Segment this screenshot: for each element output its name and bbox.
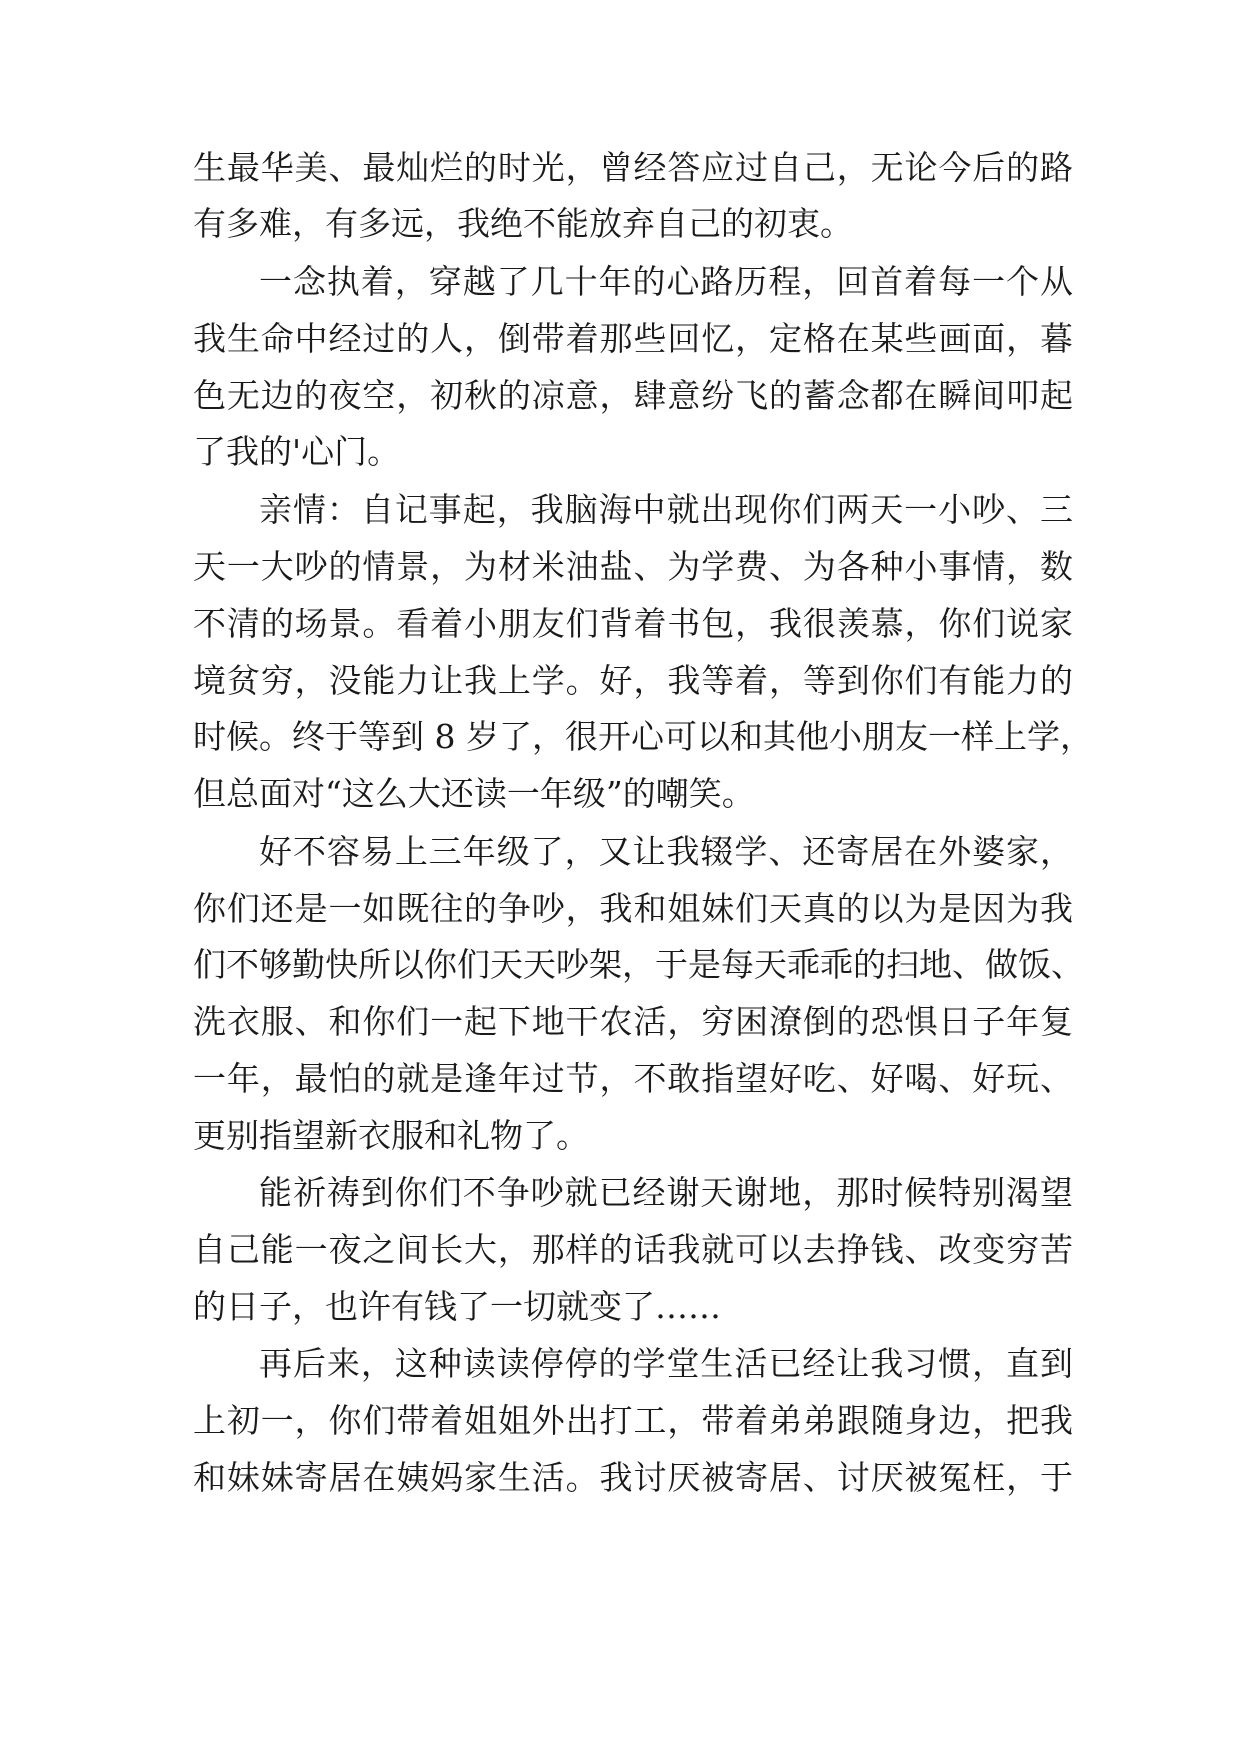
text-line: 自己能一夜之间长大，那样的话我就可以去挣钱、改变穷苦 — [193, 1230, 1073, 1269]
text-line: 上初一，你们带着姐姐外出打工，带着弟弟跟随身边，把我 — [193, 1401, 1073, 1440]
text-line: 色无边的夜空，初秋的凉意，肆意纷飞的蓄念都在瞬间叩起 — [193, 376, 1073, 415]
text-line: 了我的'心门。 — [193, 432, 401, 471]
text-line: 的日子，也许有钱了一切就变了…… — [193, 1287, 721, 1326]
text-line: 有多难，有多远，我绝不能放弃自己的初衷。 — [193, 204, 853, 243]
text-line: 更别指望新衣服和礼物了。 — [193, 1116, 589, 1155]
text-line: 你们还是一如既往的争吵，我和姐妹们天真的以为是因为我 — [193, 889, 1073, 928]
text-line: 境贫穷，没能力让我上学。好，我等着，等到你们有能力的 — [193, 661, 1073, 700]
paragraph-first-line: 再后来，这种读读停停的学堂生活已经让我习惯，直到 — [259, 1344, 1073, 1383]
text-line: 我生命中经过的人，倒带着那些回忆，定格在某些画面，暮 — [193, 319, 1073, 358]
text-line: 洗衣服、和你们一起下地干农活，穷困潦倒的恐惧日子年复 — [193, 1002, 1073, 1041]
paragraph-first-line: 好不容易上三年级了，又让我辍学、还寄居在外婆家， — [259, 832, 1073, 871]
text-line: 一年，最怕的就是逢年过节，不敢指望好吃、好喝、好玩、 — [193, 1059, 1073, 1098]
paragraph-first-line: 一念执着，穿越了几十年的心路历程，回首着每一个从 — [259, 262, 1073, 301]
text-line: 不清的场景。看着小朋友们背着书包，我很羡慕，你们说家 — [193, 604, 1073, 643]
text-line: 生最华美、最灿烂的时光，曾经答应过自己，无论今后的路 — [193, 148, 1073, 187]
paragraph-first-line: 亲情：自记事起，我脑海中就出现你们两天一小吵、三 — [259, 490, 1073, 529]
paragraph-first-line: 能祈祷到你们不争吵就已经谢天谢地，那时候特别渴望 — [259, 1173, 1073, 1212]
text-line: 但总面对“这么大还读一年级”的嘲笑。 — [193, 774, 755, 813]
text-line: 们不够勤快所以你们天天吵架，于是每天乖乖的扫地、做饭、 — [193, 945, 1084, 984]
text-line: 时候。终于等到 8 岁了，很开心可以和其他小朋友一样上学， — [193, 717, 1093, 756]
text-line: 天一大吵的情景，为材米油盐、为学费、为各种小事情，数 — [193, 547, 1073, 586]
text-line: 和妹妹寄居在姨妈家生活。我讨厌被寄居、讨厌被冤枉，于 — [193, 1458, 1073, 1497]
